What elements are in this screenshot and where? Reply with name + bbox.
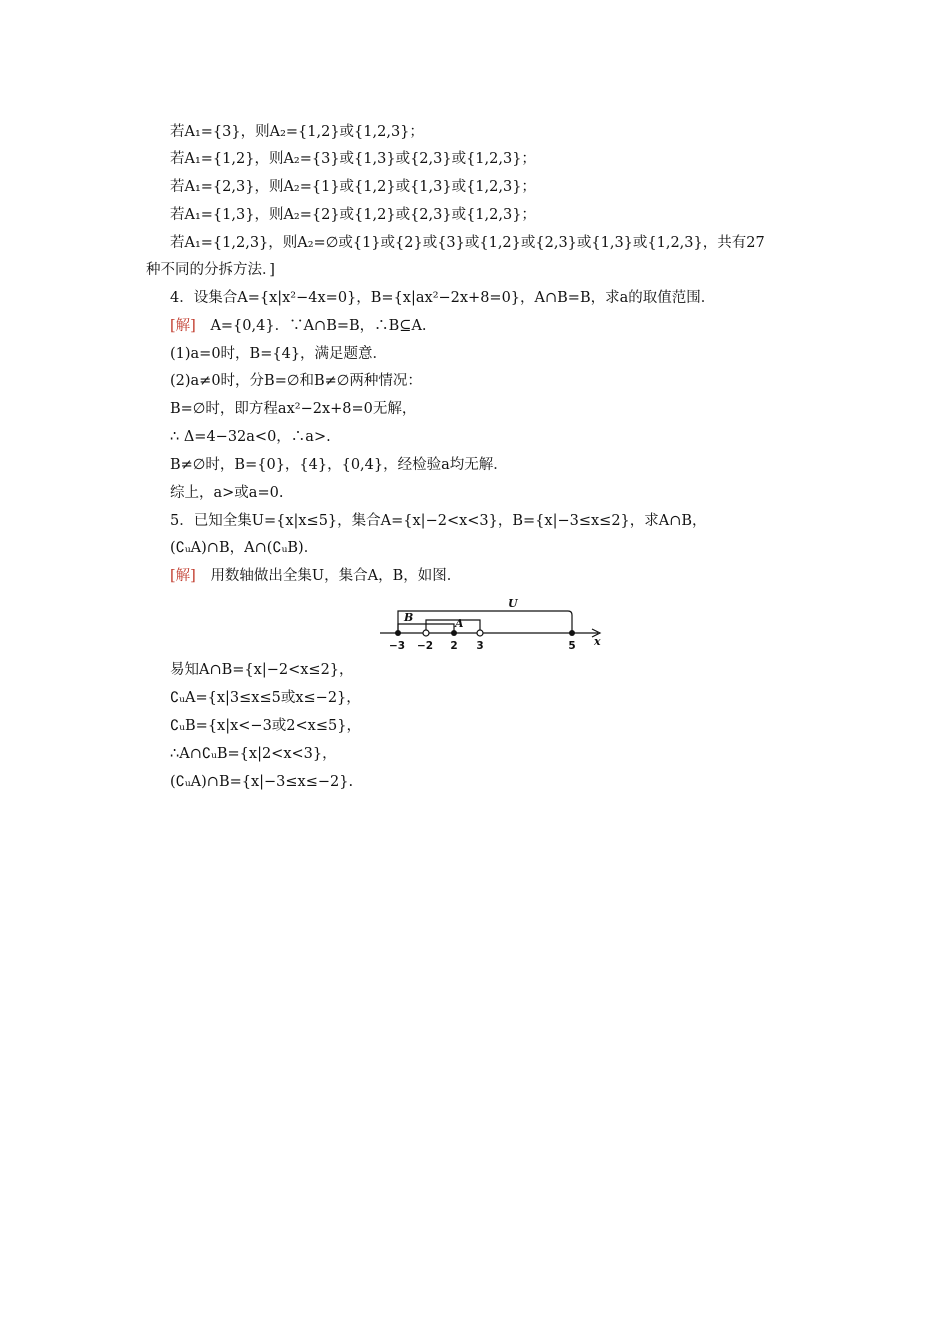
label-b: B [404,611,414,624]
solution-4-text: A={0,4}．∵A∩B=B，∴B⊆A. [210,318,427,334]
number-line-figure [378,596,610,654]
text-line-5: 若A₁={1,2,3}，则A₂=∅或{1}或{2}或{3}或{1,2}或{2,3}或{1,3}或{1,2,3}，共有27 [170,235,765,251]
solution-tag: [解] [170,318,196,334]
solution-5-line-2: 易知A∩B={x|−2<x≤2}， [170,662,354,678]
solution-4-line-7: 综上，a>或a=0. [170,485,284,501]
problem-4-statement: 4．设集合A={x|x²−4x=0}，B={x|ax²−2x+8=0}，A∩B=B，求a的取值范围． [170,290,716,306]
text-line-3: 若A₁={2,3}，则A₂={1}或{1,2}或{1,3}或{1,2,3}； [170,179,536,195]
problem-5-statement-2: (∁ᵤA)∩B，A∩(∁ᵤB)． [170,540,319,556]
label-a: A [455,617,464,630]
tick-label: 5 [568,640,576,652]
text-line-2: 若A₁={1,2}，则A₂={3}或{1,3}或{2,3}或{1,2,3}； [170,151,536,167]
solution-4-line-6: B≠∅时，B={0}，{4}，{0,4}，经检验a均无解． [170,457,508,473]
text-line-4: 若A₁={1,3}，则A₂={2}或{1,2}或{2,3}或{1,2,3}； [170,207,536,223]
point-5-closed [569,630,575,636]
solution-5-line-4: ∁ᵤB={x|x<−3或2<x≤5}， [170,718,361,734]
solution-4-line-4: B=∅时，即方程ax²−2x+8=0无解， [170,401,417,417]
text-line-1: 若A₁={3}，则A₂={1,2}或{1,2,3}； [170,124,424,140]
point-neg2-open [423,630,429,636]
solution-4-line-5: ∴ Δ=4−32a<0，∴a>. [170,429,331,445]
solution-4-line-3: (2)a≠0时，分B=∅和B≠∅两种情况： [170,373,422,389]
solution-5-line-1 [170,566,461,586]
set-u-bracket [398,611,572,633]
solution-5-line-6: (∁ᵤA)∩B={x|−3≤x≤−2}. [170,774,354,790]
solution-5-text: 用数轴做出全集U，集合A，B，如图． [210,568,462,584]
label-u: U [508,597,518,610]
problem-5-statement-1: 5．已知全集U={x|x≤5}，集合A={x|−2<x<3}，B={x|−3≤x≤2}，求A∩B， [170,513,707,529]
tick-label: −3 [388,640,406,652]
solution-5-line-5: ∴A∩∁ᵤB={x|2<x<3}， [170,746,337,762]
label-x: x [594,635,601,648]
point-neg3-closed [395,630,401,636]
solution-4-line-1 [170,316,427,336]
point-3-open [477,630,483,636]
point-2-closed [451,630,457,636]
text-line-6: 种不同的分拆方法．] [146,262,275,278]
solution-5-line-3: ∁ᵤA={x|3≤x≤5或x≤−2}， [170,690,361,706]
solution-tag: [解] [170,568,196,584]
tick-label: 2 [450,640,458,652]
tick-label: −2 [416,640,434,652]
solution-4-line-2: (1)a=0时，B={4}，满足题意． [170,346,388,362]
tick-label: 3 [476,640,484,652]
